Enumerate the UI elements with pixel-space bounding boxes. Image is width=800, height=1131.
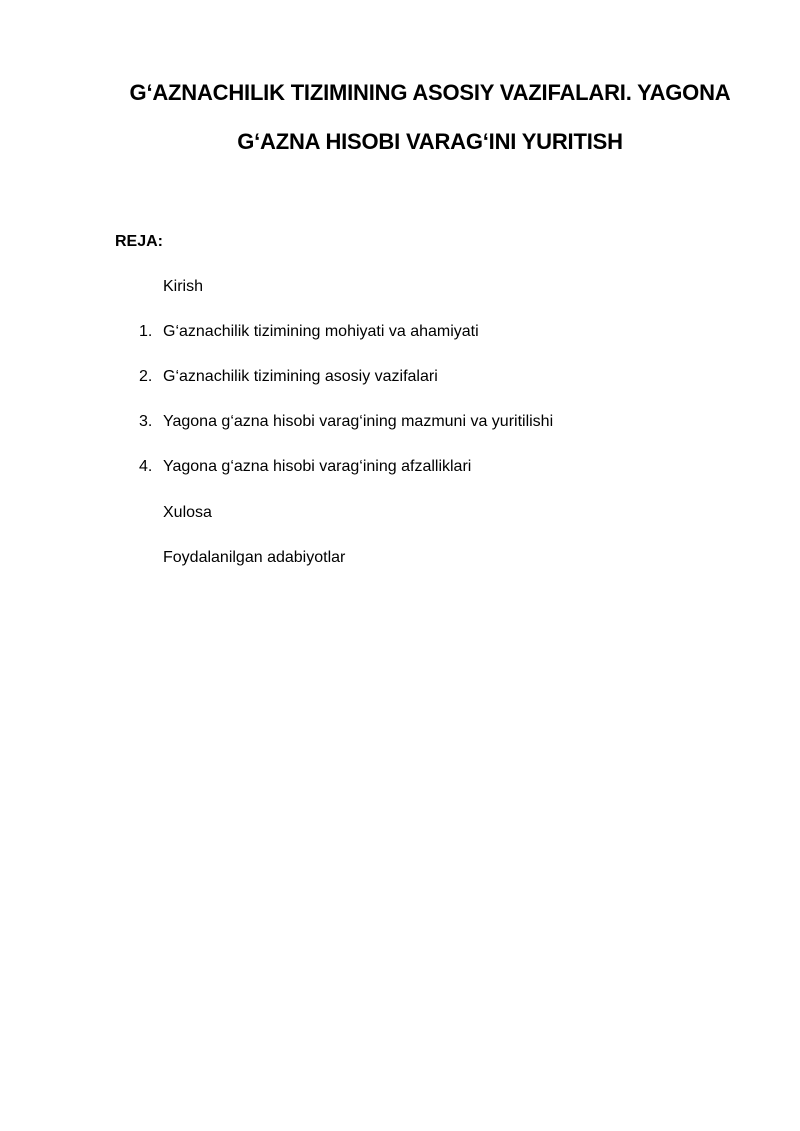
plan-item	[163, 278, 203, 296]
plan-item-text: Yagona g‘azna hisobi varag‘ining mazmuni va yuritilishi	[163, 413, 554, 430]
plan-item-number: 2.	[139, 368, 153, 385]
plan-item-text: Foydalanilgan adabiyotlar	[163, 549, 346, 566]
plan-item-text: Xulosa	[163, 504, 212, 521]
plan-item	[163, 504, 212, 522]
plan-item-text: Yagona g‘azna hisobi varag‘ining afzalliklari	[163, 458, 472, 475]
document-title-line-2: G‘AZNA HISOBI VARAG‘INI YURITISH	[237, 129, 623, 154]
plan-item	[163, 549, 345, 567]
plan-item-text: Kirish	[163, 278, 204, 295]
plan-item-number: 4.	[139, 458, 153, 475]
plan-heading: REJA:	[115, 233, 164, 250]
document-title-line-1: G‘AZNACHILIK TIZIMINING ASOSIY VAZIFALARI. YAGONA	[129, 80, 731, 105]
plan-item-text: G‘aznachilik tizimining asosiy vazifalari	[163, 368, 438, 385]
plan-item-number: 3.	[139, 413, 153, 430]
plan-item	[139, 458, 472, 476]
plan-item	[139, 323, 479, 341]
plan-item-number: 1.	[139, 323, 153, 340]
plan-item-text: G‘aznachilik tizimining mohiyati va ahamiyati	[163, 323, 479, 340]
plan-item	[139, 368, 438, 386]
plan-item	[139, 413, 554, 431]
